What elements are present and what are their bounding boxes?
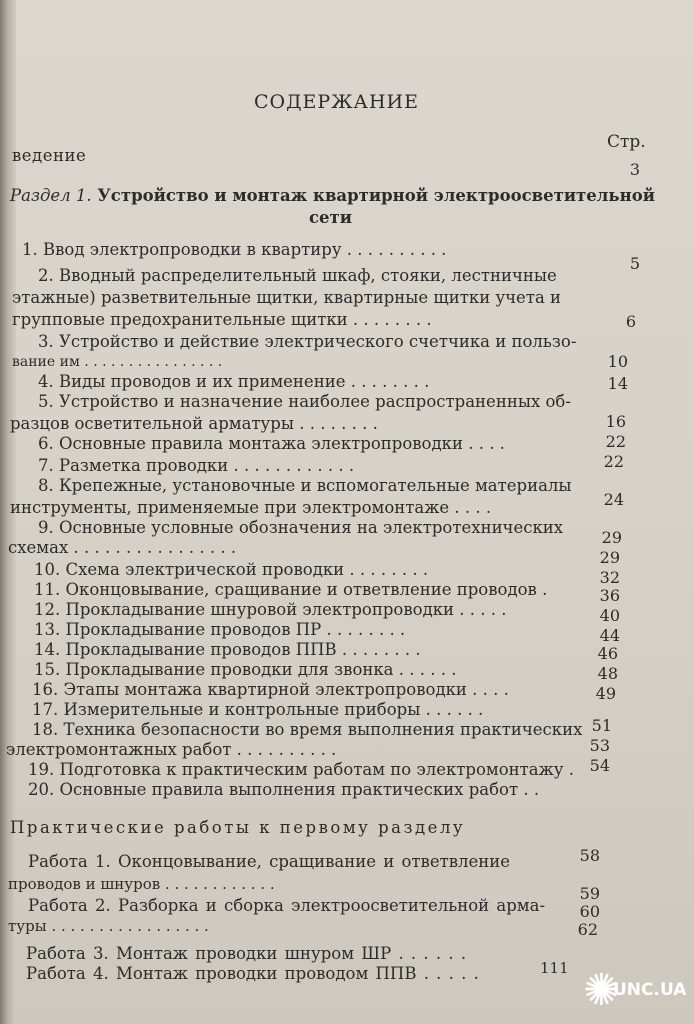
toc-item-11-line-1: 11. Оконцовывание, сращивание и ответвление проводов . [34, 580, 548, 599]
work-4-page: 62 [577, 920, 598, 939]
work-2-page: 59 [579, 884, 600, 903]
page-title: СОДЕРЖАНИЕ [254, 91, 419, 113]
toc-item-3-line-1: 3. Устройство и действие электрического счетчика и пользо- [38, 332, 577, 351]
toc-item-3-page: 10 [607, 352, 628, 371]
page-column-label: Стр. [607, 132, 646, 152]
toc-item-18-page: 51 [591, 716, 612, 735]
toc-item-7-page: 22 [603, 452, 624, 471]
toc-item-18-line-2: электромонтажных работ . . . . . . . . . . [6, 740, 337, 759]
toc-item-14-page: 44 [599, 626, 620, 645]
section-1-title: Устройство и монтаж квартирной электроосветительной [97, 186, 655, 205]
toc-item-19-page: 53 [589, 736, 610, 755]
work-3-line-1: Работа 3. Монтаж проводки шнуром ШР . . . . . . [26, 944, 467, 963]
work-3-page: 60 [579, 902, 600, 921]
toc-item-12-line-1: 12. Прокладывание шнуровой электропроводки . . . . . [34, 600, 507, 619]
work-4-line-1: Работа 4. Монтаж проводки проводом ППВ . . . . . [26, 964, 479, 983]
toc-item-19-line-1: 19. Подготовка к практическим работам по электромонтажу . [28, 760, 575, 779]
toc-item-5-page: 16 [605, 412, 626, 431]
work-2-line-1: Работа 2. Разборка и сборка электроосветительной арма- [28, 896, 546, 915]
toc-item-2-line-2: этажные) разветвительные щитки, квартирные щитки учета и [12, 288, 562, 307]
toc-item-9-line-1: 9. Основные условные обозначения на электротехнических [38, 518, 564, 537]
toc-item-9-page: 29 [601, 528, 622, 547]
work-1-line-1: Работа 1. Оконцовывание, сращивание и ответвление [28, 852, 511, 871]
toc-item-15-page: 46 [597, 644, 618, 663]
toc-item-13-page: 40 [599, 606, 620, 625]
toc-item-1-page: 5 [629, 254, 640, 273]
toc-item-8-page: 24 [603, 490, 624, 509]
work-1-line-2: проводов и шнуров . . . . . . . . . . . . [8, 875, 275, 893]
toc-item-11-page: 32 [599, 568, 620, 587]
star-icon: ✺ [583, 965, 620, 1016]
toc-item-4-page: 14 [607, 374, 628, 393]
toc-item-20-page: 54 [589, 756, 610, 775]
toc-item-3-line-2: вание им . . . . . . . . . . . . . . . . [12, 354, 223, 370]
section-1-title-cont: сети [309, 208, 353, 227]
toc-item-17-page: 49 [595, 684, 616, 703]
intro-entry-label: ведение [12, 146, 87, 165]
toc-item-20-line-1: 20. Основные правила выполнения практических работ . . [28, 780, 540, 799]
section-1-heading [10, 186, 655, 206]
watermark [583, 966, 687, 1020]
toc-item-13-line-1: 13. Прокладывание проводов ПР . . . . . . . . [34, 620, 406, 639]
work-2-line-2: туры . . . . . . . . . . . . . . . . . [8, 917, 209, 935]
toc-item-5-line-1: 5. Устройство и назначение наиболее распространенных об- [38, 392, 571, 411]
toc-item-8-line-1: 8. Крепежные, установочные и вспомогательные материалы [38, 476, 572, 495]
toc-item-5-line-2: разцов осветительной арматуры . . . . . . . . [10, 414, 378, 433]
toc-item-18-line-1: 18. Техника безопасности во время выполнения практических [32, 720, 583, 739]
toc-item-2-line-1: 2. Вводный распределительный шкаф, стояки, лестничные [38, 266, 557, 285]
toc-item-8-line-2: инструменты, применяемые при электромонтаже . . . . [10, 498, 492, 517]
watermark-text: UNC.UA [613, 980, 687, 1000]
toc-item-16-page: 48 [597, 664, 618, 683]
toc-item-15-line-1: 15. Прокладывание проводки для звонка . . . . . . [34, 660, 457, 679]
toc-item-7-line-1: 7. Разметка проводки . . . . . . . . . . . . [38, 456, 355, 475]
toc-item-4-line-1: 4. Виды проводов и их применение . . . . . . . . [38, 372, 430, 391]
toc-item-17-line-1: 17. Измерительные и контрольные приборы . . . . . . [32, 700, 484, 719]
page-number: 111 [540, 959, 569, 977]
toc-item-2-page: 6 [625, 312, 636, 331]
toc-item-10-line-1: 10. Схема электрической проводки . . . . . . . . [34, 560, 429, 579]
toc-item-9-line-2: схемах . . . . . . . . . . . . . . . . [8, 538, 237, 557]
toc-item-6-page: 22 [605, 432, 626, 451]
work-1-page: 58 [579, 846, 600, 865]
toc-item-14-line-1: 14. Прокладывание проводов ППВ . . . . . . . . [34, 640, 421, 659]
toc-item-1-line-1: 1. Ввод электропроводки в квартиру . . . . . . . . . . [22, 240, 447, 259]
section-1-prefix: Раздел 1. [10, 186, 92, 205]
toc-item-12-page: 36 [599, 586, 620, 605]
toc-item-6-line-1: 6. Основные правила монтажа электропроводки . . . . [38, 434, 505, 453]
toc-item-16-line-1: 16. Этапы монтажа квартирной электропроводки . . . . [32, 680, 509, 699]
practical-works-heading: Практические работы к первому разделу [10, 818, 466, 837]
toc-item-10-page: 29 [599, 548, 620, 567]
toc-item-2-line-3: групповые предохранительные щитки . . . . . . . . [12, 310, 432, 329]
intro-entry-page: 3 [629, 160, 640, 179]
